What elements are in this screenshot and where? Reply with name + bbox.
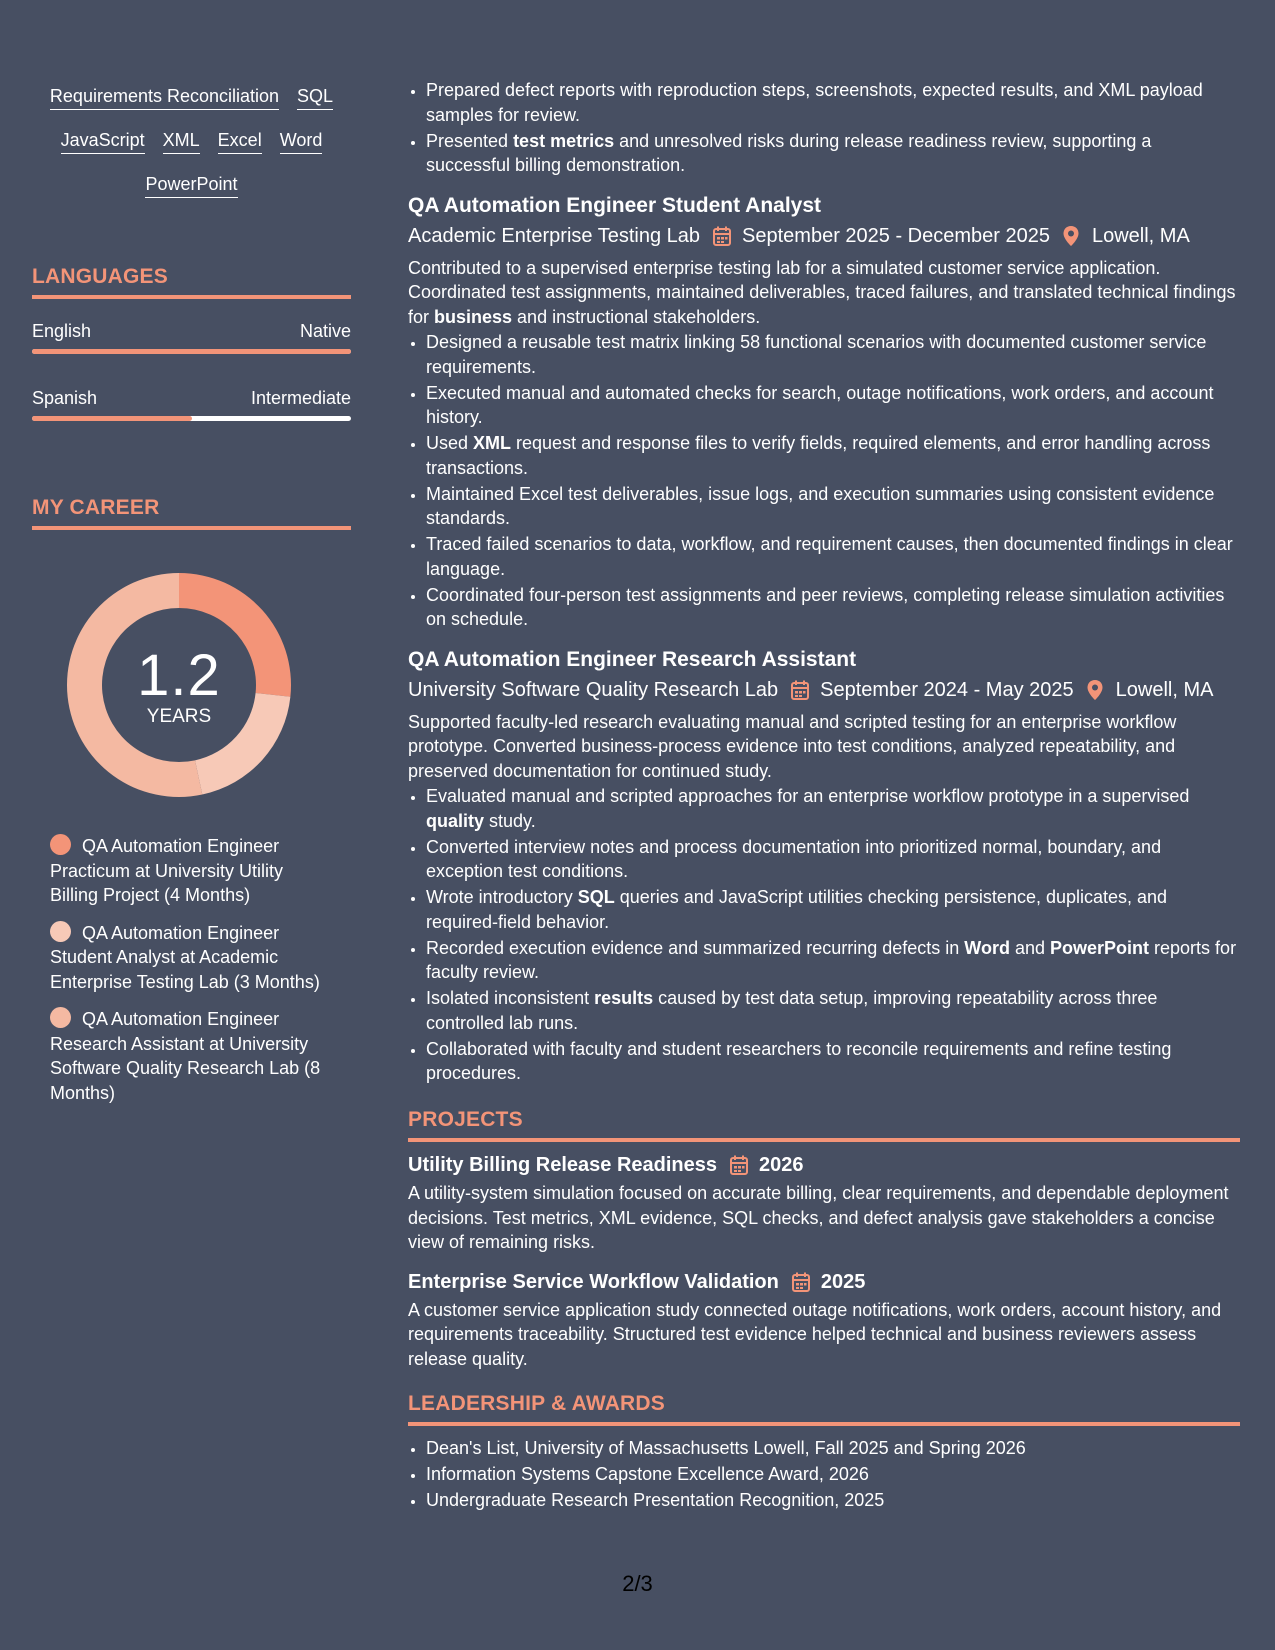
career-legend-text: QA Automation Engineer Practicum at University Utility Billing Project (4 Months) bbox=[50, 836, 284, 905]
award-item: • Information Systems Capstone Excellence Award, 2026 bbox=[426, 1462, 1240, 1487]
award-item: • Dean's List, University of Massachusetts Lowell, Fall 2025 and Spring 2026 bbox=[426, 1436, 1240, 1461]
leadership-list bbox=[408, 1436, 1240, 1513]
skill-tag: Word bbox=[280, 128, 323, 154]
career-total-years: 1.2 bbox=[137, 643, 221, 708]
legend-dot-icon bbox=[50, 921, 71, 942]
languages-list bbox=[32, 319, 351, 421]
job-location: Lowell, MA bbox=[1115, 678, 1214, 701]
language-proficiency-bar bbox=[32, 349, 351, 354]
experience-bullet: • Presented test metrics and unresolved risks during release readiness review, supporting a successful billing demonstration. bbox=[426, 129, 1240, 178]
language-level: Native bbox=[299, 321, 351, 341]
career-legend-item bbox=[50, 921, 330, 995]
experience-section bbox=[408, 192, 1240, 1086]
donut-center bbox=[66, 572, 292, 798]
career-legend-item bbox=[50, 1007, 330, 1105]
job-title: QA Automation Engineer Research Assistant bbox=[408, 647, 857, 671]
job-location: Lowell, MA bbox=[1091, 224, 1190, 247]
calendar-icon bbox=[791, 1271, 811, 1293]
language-row bbox=[32, 319, 351, 343]
job-bullets bbox=[408, 784, 1240, 1086]
career-total-unit: YEARS bbox=[146, 706, 212, 727]
skill-tag: PowerPoint bbox=[145, 172, 237, 198]
experience-bullet: • Maintained Excel test deliverables, issue logs, and execution summaries using consistent evidence standards. bbox=[426, 482, 1240, 531]
legend-dot-icon bbox=[50, 1007, 71, 1028]
projects-list bbox=[408, 1152, 1240, 1371]
language-item bbox=[32, 386, 351, 421]
career-donut-chart bbox=[66, 572, 292, 798]
experience-bullet: • Evaluated manual and scripted approaches for an enterprise workflow prototype in a supervised quality study. bbox=[426, 784, 1240, 833]
career-title: MY CAREER bbox=[32, 495, 351, 530]
location-pin-icon bbox=[1062, 225, 1082, 247]
project-description: A utility-system simulation focused on accurate billing, clear requirements, and dependable deployment decisions. Test metrics, XML evidence, SQL checks, and defect analysis gave stakeholders a concise view of remaining risks. bbox=[408, 1183, 1229, 1252]
job-summary: Contributed to a supervised enterprise testing lab for a simulated customer service application. Coordinated test assignments, maintained deliverables, traced failures, and translated technical findings for business and instructional stakeholders. bbox=[408, 257, 1236, 327]
project-name: Utility Billing Release Readiness bbox=[408, 1154, 717, 1176]
experience-bullet: • Prepared defect reports with reproduction steps, screenshots, expected results, and XML payload samples for review. bbox=[426, 78, 1240, 127]
experience-bullet: • Collaborated with faculty and student researchers to reconcile requirements and refine testing procedures. bbox=[426, 1037, 1240, 1086]
career-legend-text: QA Automation Engineer Research Assistant at University Software Quality Research Lab (8 Months) bbox=[50, 1009, 321, 1103]
project-title bbox=[408, 1269, 1240, 1295]
bold-keyword: quality bbox=[426, 810, 485, 831]
language-level: Intermediate bbox=[250, 388, 351, 408]
continued-experience-bullets bbox=[408, 78, 1240, 178]
bold-keyword: Word bbox=[964, 937, 1010, 958]
project-year: 2025 bbox=[820, 1270, 866, 1293]
career-legend-text: QA Automation Engineer Student Analyst at Academic Enterprise Testing Lab (3 Months) bbox=[50, 922, 320, 992]
skill-tag: SQL bbox=[297, 84, 333, 110]
project-title bbox=[408, 1152, 1240, 1178]
calendar-icon bbox=[729, 1154, 749, 1176]
experience-bullet: • Isolated inconsistent results caused by test data setup, improving repeatability across three controlled lab runs. bbox=[426, 986, 1240, 1035]
job-summary: Supported faculty-led research evaluating manual and scripted testing for an enterprise workflow prototype. Converted business-process evidence into test conditions, analyzed repeatability, and preserved documentation for continued study. bbox=[408, 711, 1177, 781]
language-name: Spanish bbox=[32, 388, 98, 408]
award-item: • Undergraduate Research Presentation Recognition, 2025 bbox=[426, 1488, 1240, 1513]
page-number: 2/3 bbox=[622, 1571, 653, 1596]
skill-tag: Excel bbox=[218, 128, 262, 154]
bold-keyword: test metrics bbox=[513, 130, 615, 151]
experience-bullet: • Executed manual and automated checks for search, outage notifications, work orders, and account history. bbox=[426, 381, 1240, 430]
location-pin-icon bbox=[1086, 679, 1106, 701]
career-legend-item bbox=[50, 834, 330, 908]
job-meta bbox=[408, 676, 1240, 704]
calendar-icon bbox=[712, 225, 732, 247]
experience-bullet: • Designed a reusable test matrix linking 58 functional scenarios with documented customer service requirements. bbox=[426, 330, 1240, 379]
project-year: 2026 bbox=[759, 1154, 804, 1176]
bold-keyword: XML bbox=[473, 433, 512, 453]
skill-tag: Requirements Reconciliation bbox=[50, 84, 279, 110]
bold-keyword: results bbox=[594, 988, 654, 1008]
experience-bullet: • Wrote introductory SQL queries and JavaScript utilities checking persistence, duplicates, and required-field behavior. bbox=[426, 885, 1240, 934]
career-legend bbox=[50, 834, 330, 1105]
experience-bullet: • Used XML request and response files to verify fields, required elements, and error handling across transactions. bbox=[426, 431, 1240, 480]
bold-keyword: PowerPoint bbox=[1050, 937, 1150, 958]
language-row bbox=[32, 386, 351, 410]
language-proficiency-fill bbox=[32, 416, 192, 421]
job-dates: September 2024 - May 2025 bbox=[820, 678, 1074, 701]
experience-bullet: • Recorded execution evidence and summarized recurring defects in Word and PowerPoint reports for faculty review. bbox=[426, 936, 1240, 985]
job-dates: September 2025 - December 2025 bbox=[742, 224, 1050, 247]
job-bullets bbox=[408, 330, 1240, 632]
language-proficiency-bar bbox=[32, 416, 351, 421]
projects-title: PROJECTS bbox=[408, 1107, 1240, 1142]
bold-keyword: business bbox=[434, 306, 513, 327]
company-name: Academic Enterprise Testing Lab bbox=[408, 224, 701, 247]
experience-bullet: • Converted interview notes and process documentation into prioritized normal, boundary, and exception test conditions. bbox=[426, 835, 1240, 884]
language-proficiency-fill bbox=[32, 349, 351, 354]
skills-list bbox=[32, 84, 351, 216]
experience-bullet: • Traced failed scenarios to data, workflow, and requirement causes, then documented findings in clear language. bbox=[426, 532, 1240, 581]
job-meta bbox=[408, 222, 1240, 250]
sidebar bbox=[32, 84, 351, 1118]
main-content bbox=[408, 78, 1240, 1514]
language-item bbox=[32, 319, 351, 354]
leadership-title: LEADERSHIP & AWARDS bbox=[408, 1391, 1240, 1426]
project-name: Enterprise Service Workflow Validation bbox=[408, 1270, 779, 1293]
legend-dot-icon bbox=[50, 834, 71, 855]
skill-tag: XML bbox=[163, 128, 200, 154]
experience-bullet: • Coordinated four-person test assignments and peer reviews, completing release simulation activities on schedule. bbox=[426, 583, 1240, 632]
language-name: English bbox=[32, 321, 92, 341]
languages-title: LANGUAGES bbox=[32, 264, 351, 299]
job-title: QA Automation Engineer Student Analyst bbox=[408, 193, 822, 217]
calendar-icon bbox=[790, 679, 810, 701]
skill-tag: JavaScript bbox=[61, 128, 145, 154]
bold-keyword: SQL bbox=[577, 887, 615, 907]
project-description: A customer service application study connected outage notifications, work orders, account history, and requirements traceability. Structured test evidence helped technical and business reviewers assess release quality. bbox=[408, 1299, 1222, 1369]
company-name: University Software Quality Research Lab bbox=[408, 678, 779, 701]
